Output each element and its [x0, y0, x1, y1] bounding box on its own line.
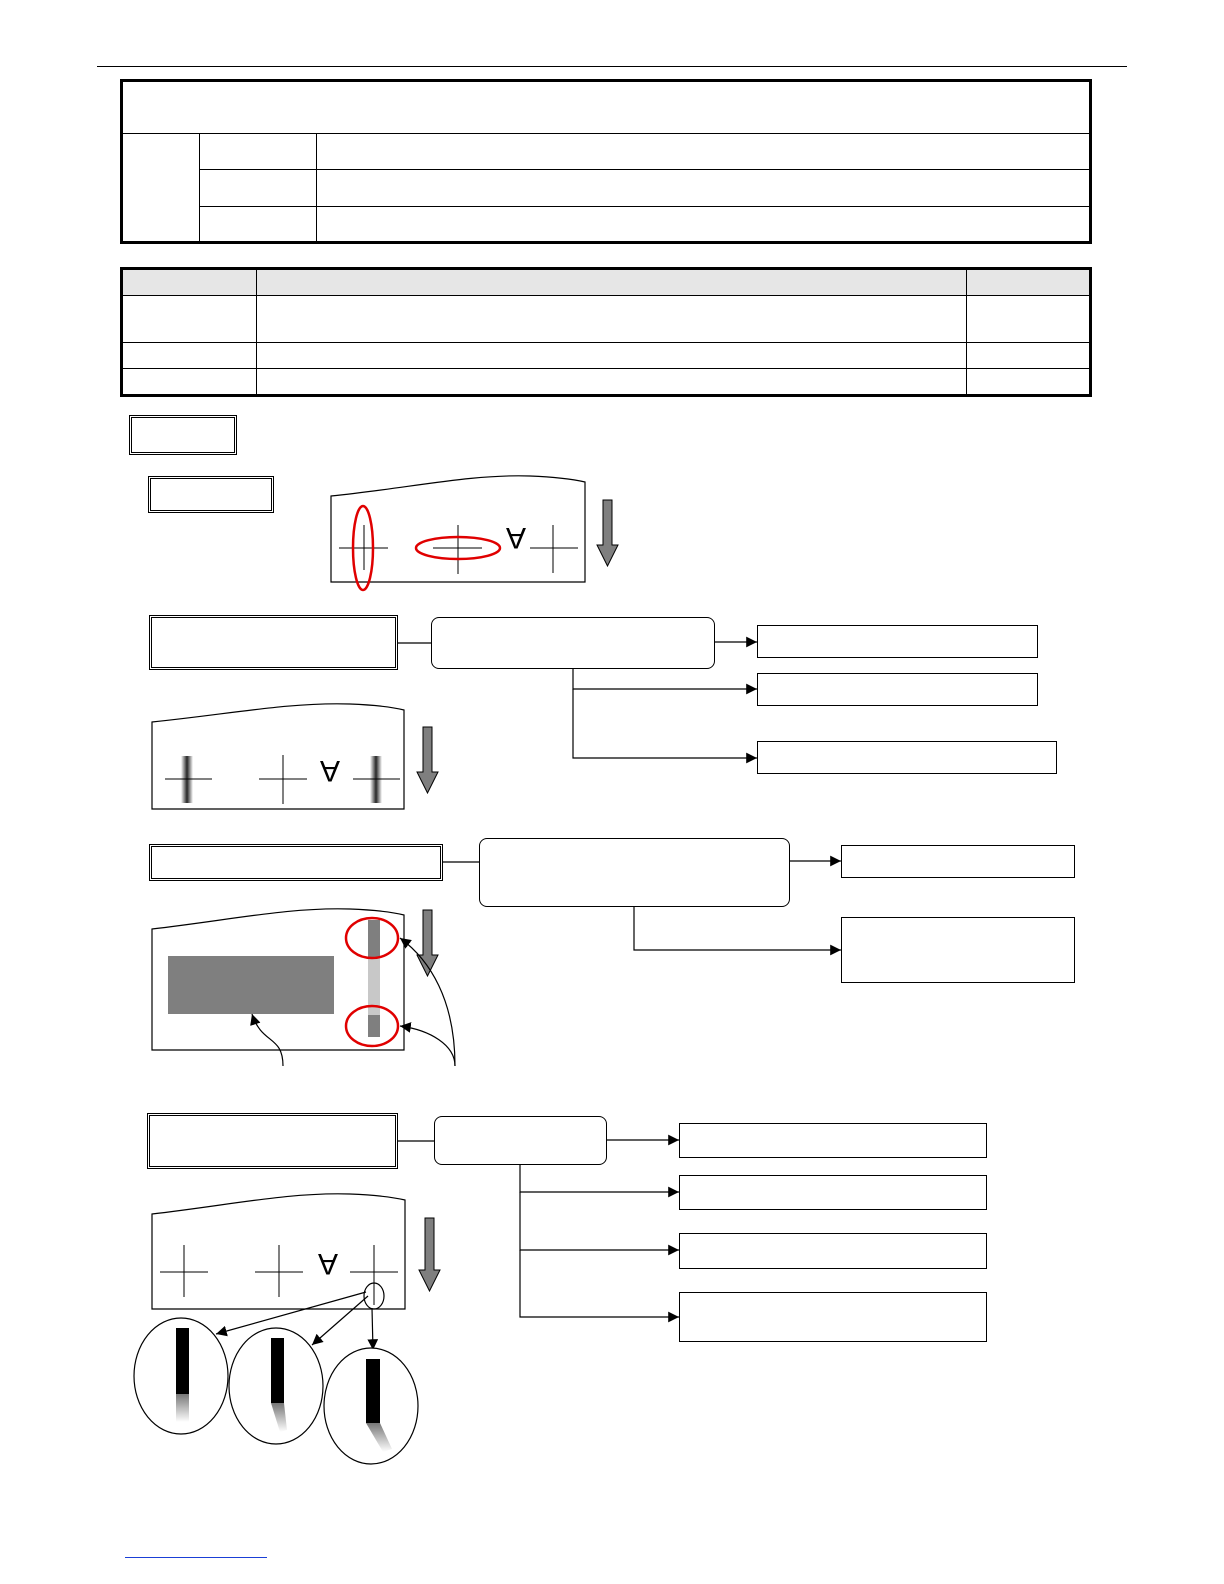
- solid-block: [168, 956, 334, 1014]
- footer-link-underline: [125, 1557, 267, 1558]
- sample-sheet-2: [152, 704, 404, 809]
- magnifier-circle-icon: [229, 1328, 323, 1444]
- feed-direction-arrow-icon: [417, 727, 438, 793]
- feed-direction-arrow-icon: [597, 500, 618, 566]
- sample-sheet-4: [152, 1194, 405, 1309]
- magnifier-circle-icon: [134, 1318, 228, 1434]
- sample-sheet-3: [152, 909, 404, 1050]
- feed-direction-arrow-icon: [419, 1218, 440, 1291]
- orientation-glyph: A: [319, 754, 341, 787]
- dark-stripe-bottom: [368, 1015, 380, 1037]
- dark-stripe-top: [368, 920, 380, 957]
- orientation-glyph: A: [505, 521, 527, 554]
- sample-sheet-1: [331, 476, 585, 590]
- orientation-glyph: A: [317, 1247, 339, 1280]
- magnifier-circle-icon: [324, 1348, 418, 1464]
